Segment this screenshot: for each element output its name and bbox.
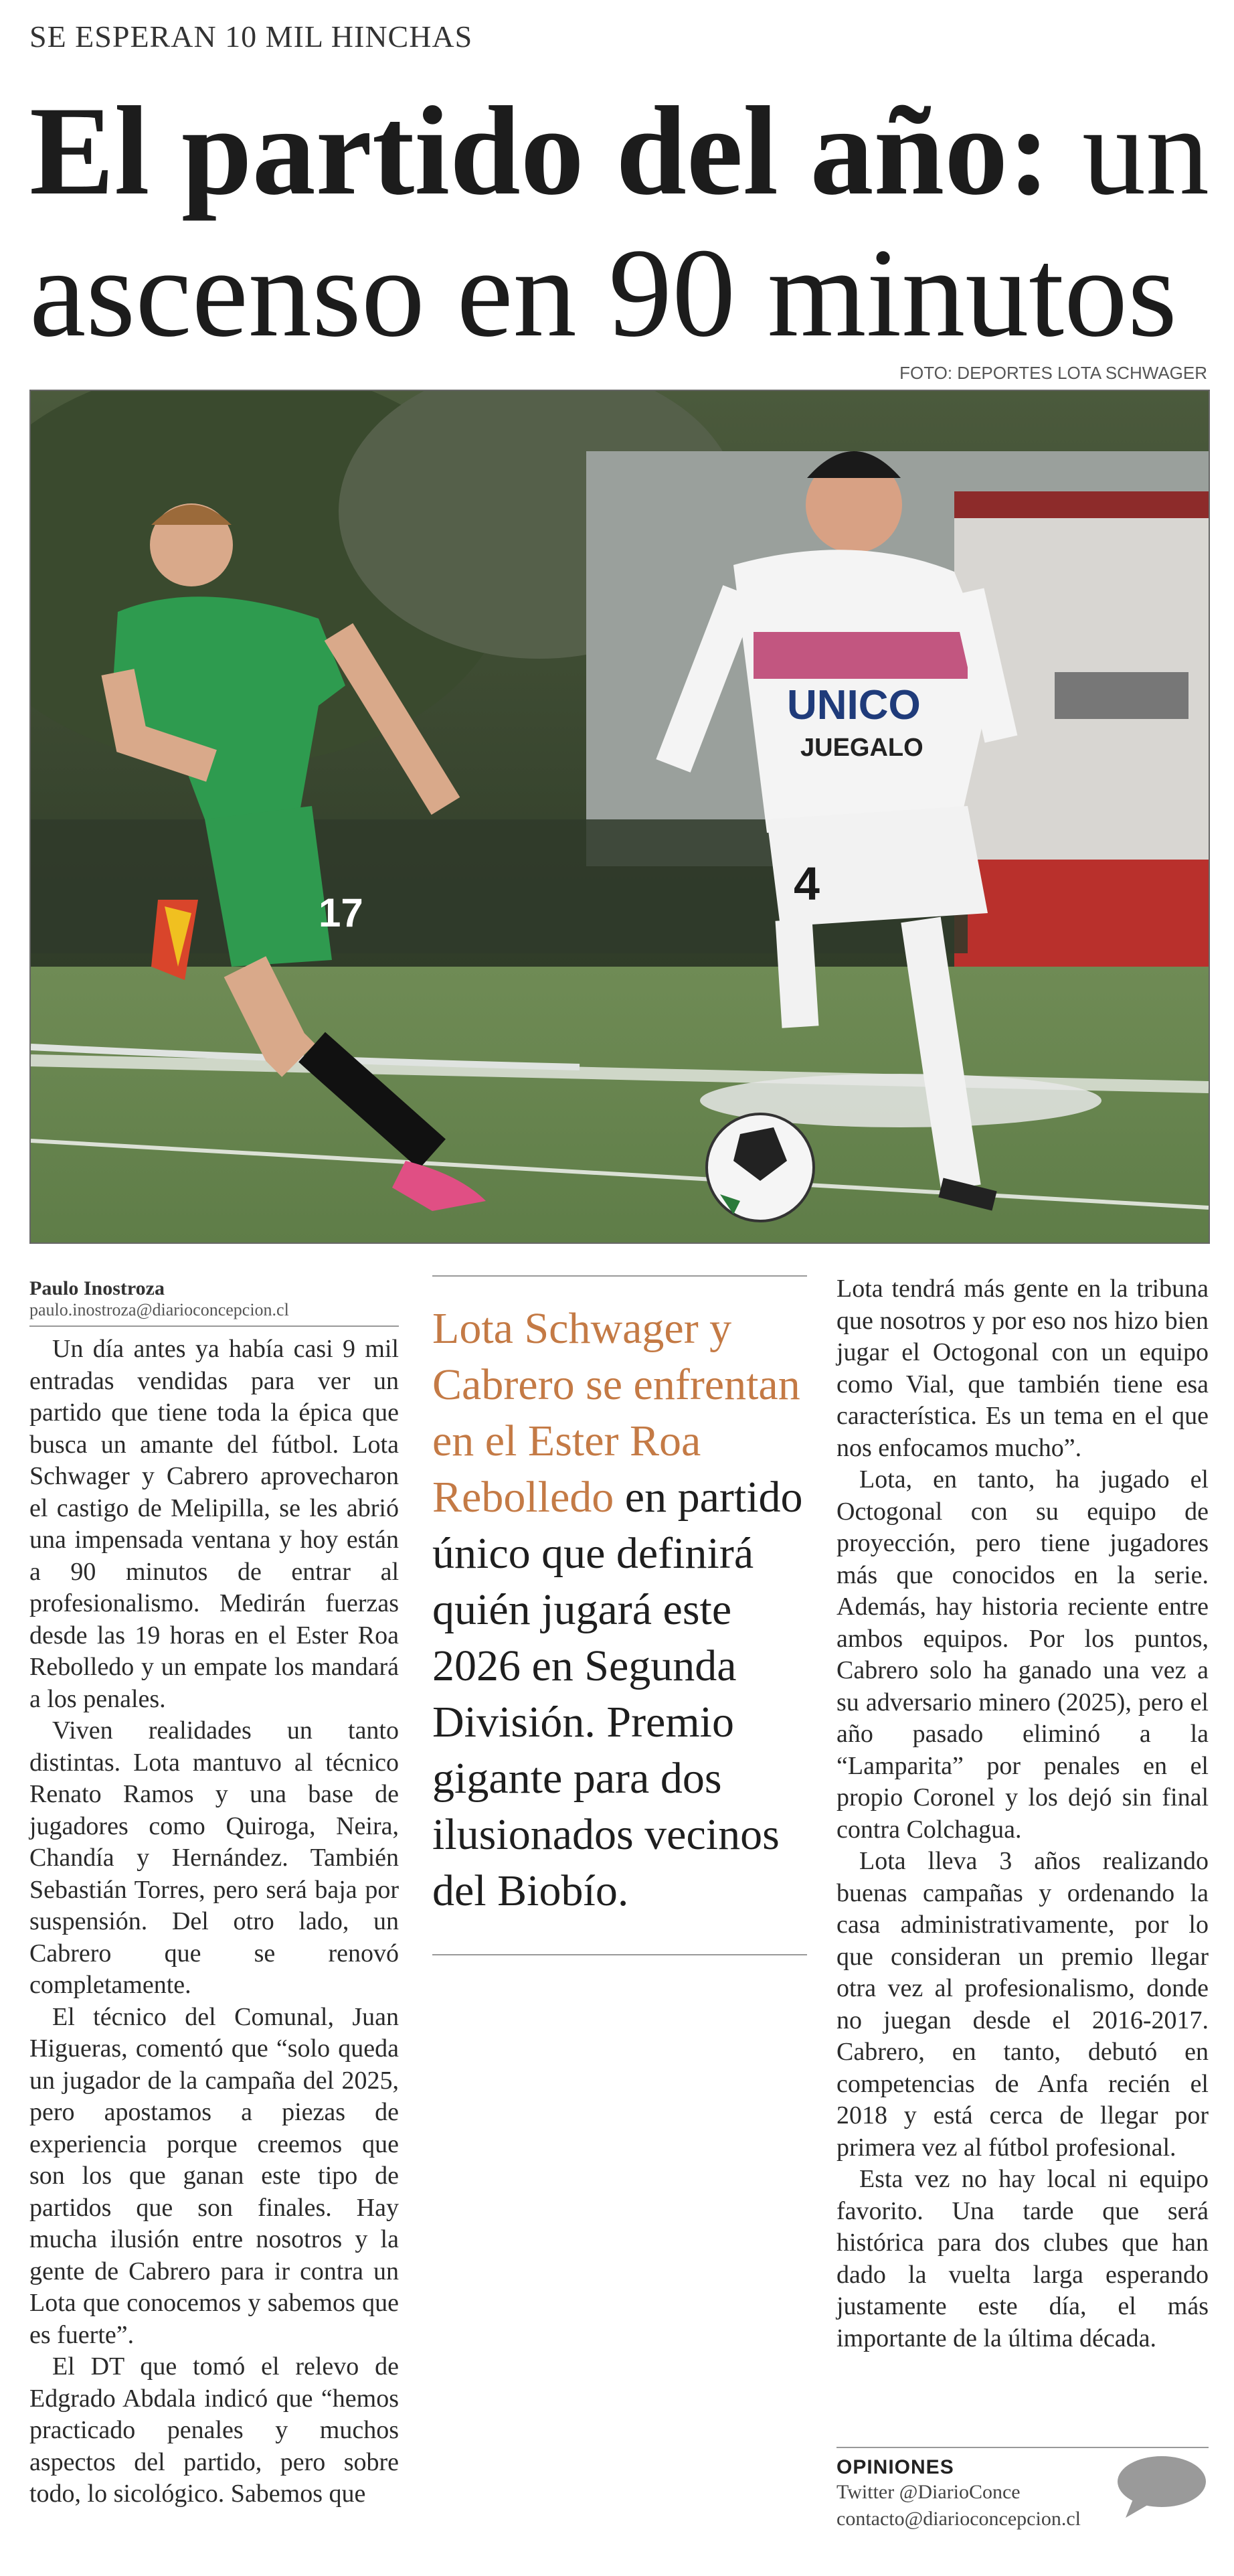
headline-rest: un ascenso en 90 minutos xyxy=(29,81,1209,364)
headline-bold: El partido del año: xyxy=(29,81,1051,222)
pull-quote xyxy=(432,1275,807,1955)
pull-quote-rest: en partido único que definirá quién jugará este 2026 en Segunda División. Premio gigante para dos ilusionados vecinos del Biobío. xyxy=(432,1473,803,1915)
pull-quote-highlight: Lota Schwager y Cabrero se enfrentan en el Ester Roa Rebolledo xyxy=(432,1304,800,1522)
twitter-handle[interactable]: Twitter @DiarioConce xyxy=(836,2481,1021,2503)
football-match-illustration xyxy=(31,391,1209,1242)
right-player-number: 4 xyxy=(794,858,820,910)
shirt-sponsor2: JUEGALO xyxy=(800,734,923,762)
contact-email[interactable]: contacto@diarioconcepcion.cl xyxy=(836,2508,1081,2530)
paragraph: El DT que tomó el relevo de Edgrado Abdala indicó que “hemos practicado penales y muchos aspectos del partido, pero sobre todo, lo sicológico. Sabemos que xyxy=(29,2352,399,2508)
byline xyxy=(29,1277,399,1327)
paragraph: Lota lleva 3 años realizando buenas campañas y ordenando la casa administrativamente, por lo que consideran un premio llegar otra vez al profesionalismo, donde no juegan desde el 2016-2017. Cabrero, en tanto, debutó en competencias de Anfa recién el 2018 y está cerca de llegar por primera vez al fútbol profesional. xyxy=(836,1847,1209,2162)
football-shape xyxy=(707,1114,814,1221)
article-column-1 xyxy=(29,1334,399,2510)
paragraph: Esta vez no hay local ni equipo favorito. Una tarde que será histórica para dos clubes que han dado la vuelta larga esperando justamente este día, el más importante de la última década. xyxy=(836,2165,1209,2352)
paragraph: El técnico del Comunal, Juan Higueras, comentó que “solo queda un jugador de la campaña del 2025, pero apostamos a piezas de experiencia porque creemos que son los que ganan este tipo de partidos que son finales. Hay mucha ilusión entre nosotros y la gente de Cabrero para ir contra un Lota que conocemos y sabemos que es fuerte”. xyxy=(29,2002,399,2349)
article-column-3 xyxy=(836,1273,1209,2354)
paragraph: Lota tendrá más gente en la tribuna que nosotros y por eso nos hizo bien jugar el Octogonal con un equipo como Vial, que también tiene esa característica. Es un tema en el que nos enfocamos mucho”. xyxy=(836,1275,1209,1462)
speech-bubble-icon xyxy=(1114,2453,1207,2520)
paragraph: Un día antes ya había casi 9 mil entradas vendidas para ver un partido que tiene toda la épica que busca un amante del fútbol. Lota Schwager y Cabrero aprovecharon el castigo de Melipilla, se les abrió una impensada ventana y hoy están a 90 minutos de entrar al profesionalismo. Medirán fuerzas desde las 19 horas en el Ester Roa Rebolledo y un empate los mandará a los penales. xyxy=(29,1335,399,1713)
left-player-number: 17 xyxy=(319,890,363,935)
article-kicker: SE ESPERAN 10 MIL HINCHAS xyxy=(29,19,473,54)
shirt-sponsor: UNICO xyxy=(787,682,921,728)
byline-name: Paulo Inostroza xyxy=(29,1277,165,1299)
paragraph: Viven realidades un tanto distintas. Lota mantuvo al técnico Renato Ramos y una base de jugadores como Quiroga, Neira, Chandía y Hernández. También Sebastián Torres, pero será baja por suspensión. Del otro lado, un Cabrero que se renovó completamente. xyxy=(29,1716,399,1999)
opinions-label: OPINIONES xyxy=(836,2456,954,2478)
article-headline xyxy=(29,80,1221,364)
byline-email[interactable]: paulo.inostroza@diarioconcepcion.cl xyxy=(29,1300,399,1327)
article-photo xyxy=(29,390,1210,1244)
photo-credit: FOTO: DEPORTES LOTA SCHWAGER xyxy=(899,363,1207,383)
paragraph: Lota, en tanto, ha jugado el Octogonal con su equipo de proyección, pero tiene jugadores más que conocidos en la serie. Además, hay historia reciente entre ambos equipos. Por los puntos, Cabrero solo ha ganado una vez a su adversario minero (2025), pero el año pasado eliminó a la “Lamparita” por penales en el propio Coronel y los dejó sin final contra Colchagua. xyxy=(836,1465,1209,1844)
